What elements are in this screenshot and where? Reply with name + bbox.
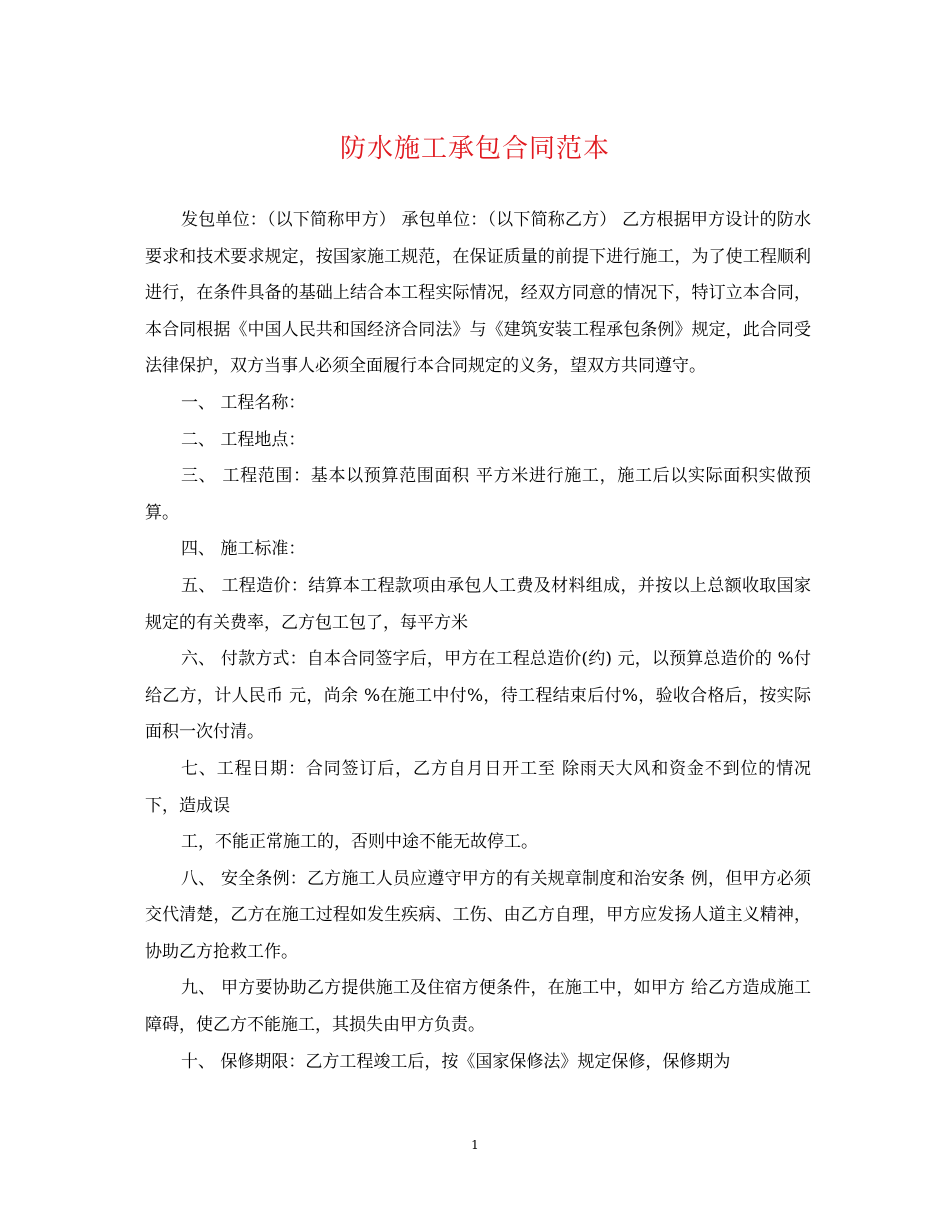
paragraph-clause-4: 四、 施工标准： (181, 539, 306, 560)
paragraph-clause-6: 六、 付款方式：自本合同签字后，甲方在工程总造价(约) 元，以预算总造价的 %付给乙方，计人民币 元，尚余 %在施工中付%，待工程结束后付%，验收合格后，按实际面积一次付清。 (145, 649, 811, 743)
paragraph-clause-5: 五、 工程造价：结算本工程款项由承包人工费及材料组成，并按以上总额收取国家规定的有关费率，乙方包工包了，每平方米 (145, 575, 811, 633)
paragraph-clause-7-continued: 工，不能正常施工的，否则中途不能无故停工。 (181, 832, 538, 853)
paragraph-clause-2: 二、 工程地点： (181, 429, 306, 450)
paragraph-preamble: 发包单位：（以下简称甲方） 承包单位：（以下简称乙方） 乙方根据甲方设计的防水要求和技术要求规定，按国家施工规范，在保证质量的前提下进行施工，为了使工程顺利进行，在条件具备的基础上结合本工程实际情况，经双方同意的情况下，特订立本合同，本合同根据《中国人民共和国经济合同法》与《建筑安装工程承包条例》规定，此合同受法律保护，双方当事人必须全面履行本合同规定的义务，望双方共同遵守。 (145, 210, 811, 377)
paragraph-clause-1: 一、 工程名称： (181, 392, 306, 413)
paragraph-clause-7: 七、工程日期：合同签订后，乙方自月日开工至 除雨天大风和资金不到位的情况下，造成误 (145, 758, 811, 816)
paragraph-clause-8: 八、 安全条例：乙方施工人员应遵守甲方的有关规章制度和治安条 例，但甲方必须交代清楚，乙方在施工过程如发生疾病、工伤、由乙方自理，甲方应发扬人道主义精神，协助乙方抢救工作。 (145, 868, 811, 962)
paragraph-clause-9: 九、 甲方要协助乙方提供施工及住宿方便条件，在施工中，如甲方 给乙方造成施工障碍，使乙方不能施工，其损失由甲方负责。 (145, 978, 811, 1036)
page-number: 1 (471, 1138, 479, 1152)
paragraph-clause-10: 十、 保修期限：乙方工程竣工后，按《国家保修法》规定保修，保修期为 (181, 1051, 731, 1072)
paragraph-clause-3: 三、 工程范围：基本以预算范围面积 平方米进行施工，施工后以实际面积实做预算。 (145, 466, 811, 523)
document-body (145, 202, 811, 1080)
document-title: 防水施工承包合同范本 (339, 134, 610, 164)
